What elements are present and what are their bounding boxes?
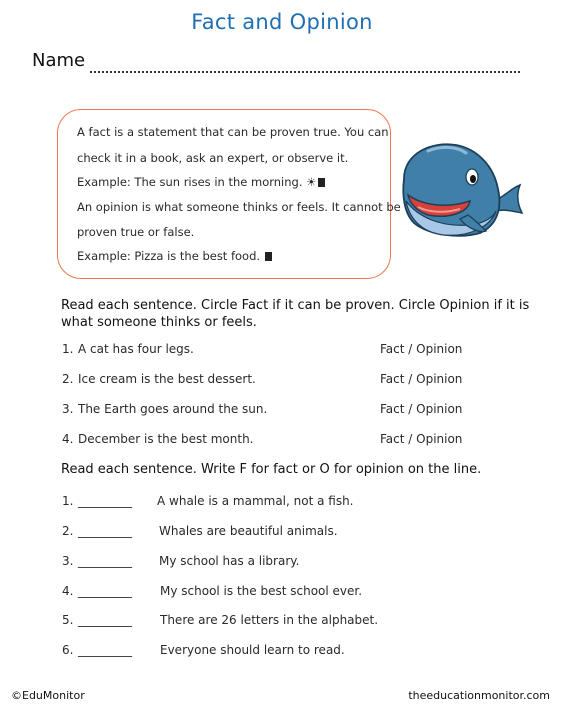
- item-number: 1.: [62, 494, 74, 508]
- fact-opinion-row: [62, 432, 482, 450]
- page-title: Fact and Opinion: [191, 10, 373, 34]
- item-sentence: My school is the best school ever.: [160, 584, 363, 598]
- item-sentence: A whale is a mammal, not a fish.: [157, 494, 354, 508]
- fact-opinion-choice[interactable]: Fact / Opinion: [380, 432, 463, 446]
- fact-opinion-row: [62, 342, 482, 360]
- info-line: proven true or false.: [77, 225, 195, 239]
- whale-illustration: [398, 139, 524, 239]
- item-sentence: There are 26 letters in the alphabet.: [160, 613, 379, 627]
- answer-blank[interactable]: _________: [78, 584, 132, 598]
- write-answer-row: [62, 554, 482, 572]
- missing-glyph-icon: [265, 252, 272, 261]
- fact-opinion-choice[interactable]: Fact / Opinion: [380, 372, 463, 386]
- section1-instruction: Read each sentence. Circle Fact if it can be proven. Circle Opinion if it is what someone thinks or feels.: [61, 298, 530, 330]
- fact-opinion-row: [62, 372, 482, 390]
- item-number: 2.: [62, 524, 74, 538]
- item-sentence: Everyone should learn to read.: [160, 643, 345, 657]
- answer-blank[interactable]: _________: [78, 524, 132, 538]
- item-number: 1.: [62, 342, 74, 356]
- name-field[interactable]: [32, 50, 532, 76]
- name-dotted-line: [90, 53, 520, 73]
- write-answer-row: [62, 494, 482, 512]
- item-number: 3.: [62, 554, 74, 568]
- answer-blank[interactable]: _________: [78, 643, 132, 657]
- write-answer-row: [62, 643, 482, 661]
- item-number: 4.: [62, 584, 74, 598]
- info-line: check it in a book, ask an expert, or observe it.: [77, 151, 349, 165]
- fact-opinion-row: [62, 402, 482, 420]
- write-answer-row: [62, 524, 482, 542]
- item-sentence: Whales are beautiful animals.: [159, 524, 338, 538]
- info-line-text: Example: The sun rises in the morning. ☀: [77, 175, 317, 189]
- name-label: Name: [32, 50, 86, 71]
- item-number: 6.: [62, 643, 74, 657]
- section2-instruction: Read each sentence. Write F for fact or O for opinion on the line.: [61, 462, 482, 477]
- info-line: A fact is a statement that can be proven true. You can: [77, 125, 389, 139]
- item-sentence: Ice cream is the best dessert.: [78, 372, 256, 386]
- answer-blank[interactable]: _________: [78, 613, 132, 627]
- item-number: 5.: [62, 613, 74, 627]
- info-line-text: Example: Pizza is the best food.: [77, 249, 261, 263]
- fact-opinion-choice[interactable]: Fact / Opinion: [380, 342, 463, 356]
- answer-blank[interactable]: _________: [78, 494, 132, 508]
- item-sentence: A cat has four legs.: [78, 342, 194, 356]
- write-answer-row: [62, 613, 482, 631]
- answer-blank[interactable]: _________: [78, 554, 132, 568]
- write-answer-row: [62, 584, 482, 602]
- item-sentence: My school has a library.: [159, 554, 300, 568]
- item-sentence: December is the best month.: [78, 432, 254, 446]
- fact-opinion-choice[interactable]: Fact / Opinion: [380, 402, 463, 416]
- item-number: 3.: [62, 402, 74, 416]
- info-line: [77, 175, 325, 189]
- item-number: 4.: [62, 432, 74, 446]
- missing-glyph-icon: [318, 178, 325, 187]
- copyright-footer: ©EduMonitor: [11, 689, 85, 702]
- item-number: 2.: [62, 372, 74, 386]
- info-line: [77, 249, 272, 263]
- info-line: An opinion is what someone thinks or feels. It cannot be: [77, 200, 401, 214]
- item-sentence: The Earth goes around the sun.: [78, 402, 268, 416]
- website-footer[interactable]: theeducationmonitor.com: [408, 689, 550, 702]
